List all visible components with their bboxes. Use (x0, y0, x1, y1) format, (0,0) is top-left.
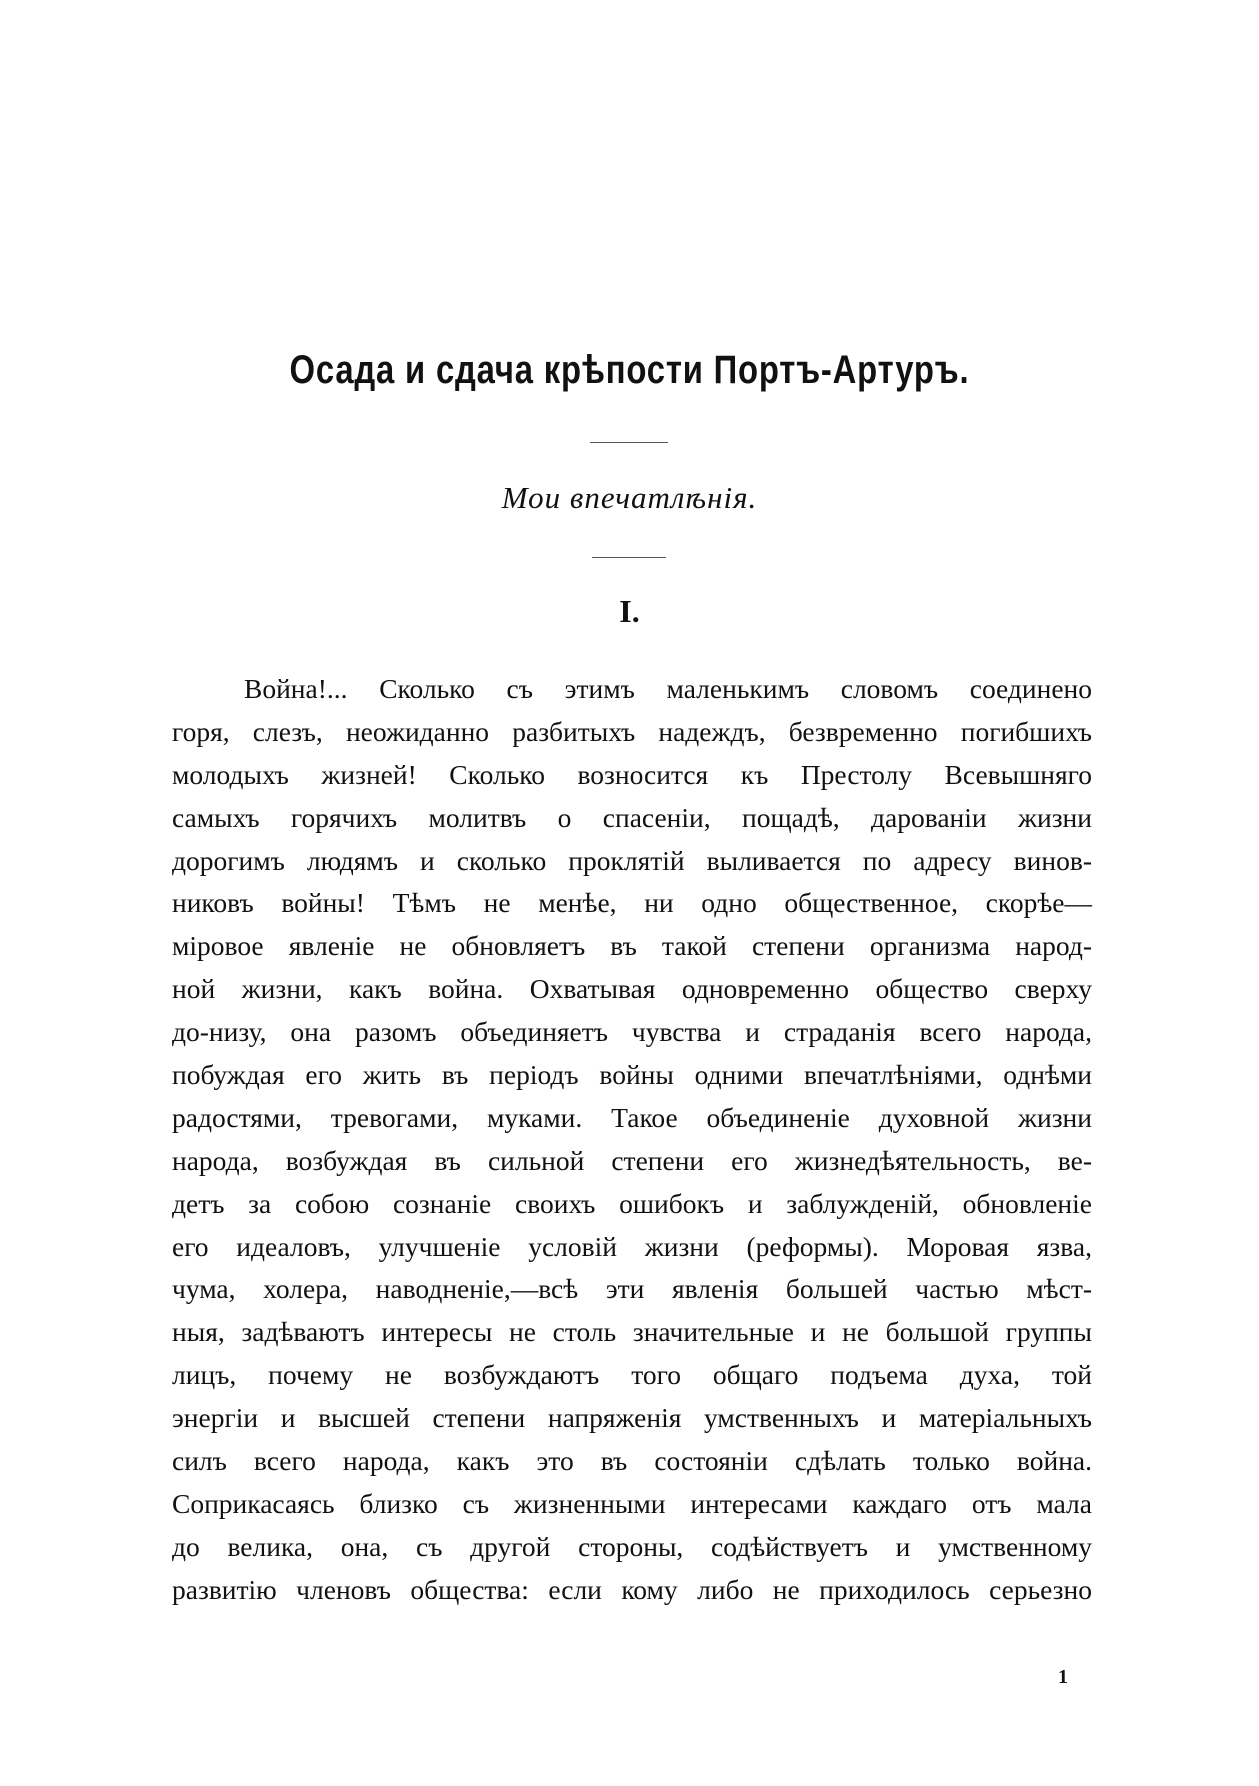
chapter-number: I. (619, 593, 640, 629)
paragraph-line: ныя, задѣваютъ интересы не столь значительные и не большой группы (172, 1316, 1092, 1348)
paragraph-line: развитію членовъ общества: если кому либо не приходилось серьезно (172, 1573, 1092, 1605)
paragraph-line: до велика, она, съ другой стороны, содѣйствуетъ и умственному (172, 1530, 1092, 1562)
paragraph-line: детъ за собою сознаніе своихъ ошибокъ и заблужденій, обновленіе (172, 1187, 1092, 1219)
title-divider (590, 442, 668, 443)
paragraph-line: чума, холера, наводненіе,—всѣ эти явленія большей частью мѣст- (172, 1273, 1092, 1305)
paragraph-line: міровое явленіе не обновляетъ въ такой степени организма народ- (172, 930, 1092, 962)
subtitle-divider (592, 557, 666, 558)
paragraph-line: никовъ войны! Тѣмъ не менѣе, ни одно общественное, скорѣе— (172, 887, 1092, 919)
paragraph-line: дорогимъ людямъ и сколько проклятій выливается по адресу винов- (172, 844, 1092, 876)
paragraph-line: лицъ, почему не возбуждаютъ того общаго подъема духа, той (172, 1359, 1092, 1391)
page-title: Осада и сдача крѣпости Портъ-Артуръ. (289, 348, 970, 392)
paragraph-line: самыхъ горячихъ молитвъ о спасеніи, пощадѣ, дарованіи жизни (172, 801, 1092, 833)
paragraph-line: его идеаловъ, улучшеніе условій жизни (реформы). Моровая язва, (172, 1230, 1092, 1262)
paragraph-line: до-низу, она разомъ объединяетъ чувства и страданія всего народа, (172, 1016, 1092, 1048)
paragraph-line: ной жизни, какъ война. Охватывая одновременно общество сверху (172, 973, 1092, 1005)
body-paragraph (172, 668, 1092, 1612)
paragraph-line: Соприкасаясь близко съ жизненными интересами каждаго отъ мала (172, 1487, 1092, 1519)
page-subtitle: Мои впечатлѣнія. (501, 480, 758, 515)
paragraph-line: молодыхъ жизней! Сколько возносится къ Престолу Всевышняго (172, 758, 1092, 790)
paragraph-line: Война!... Сколько съ этимъ маленькимъ словомъ соединено (244, 673, 1092, 704)
paragraph-line: радостями, тревогами, муками. Такое объединеніе духовной жизни (172, 1101, 1092, 1133)
paragraph-line: побуждая его жить въ періодъ войны одними впечатлѣніями, однѣми (172, 1059, 1092, 1091)
paragraph-line: горя, слезъ, неожиданно разбитыхъ надеждъ, безвременно погибшихъ (172, 715, 1092, 747)
paragraph-line: силъ всего народа, какъ это въ состояніи сдѣлать только война. (172, 1445, 1092, 1477)
paragraph-line: энергіи и высшей степени напряженія умственныхъ и матеріальныхъ (172, 1402, 1092, 1434)
paragraph-line: народа, возбуждая въ сильной степени его жизнедѣятельность, ве- (172, 1144, 1092, 1176)
page-number: 1 (1058, 1666, 1068, 1688)
